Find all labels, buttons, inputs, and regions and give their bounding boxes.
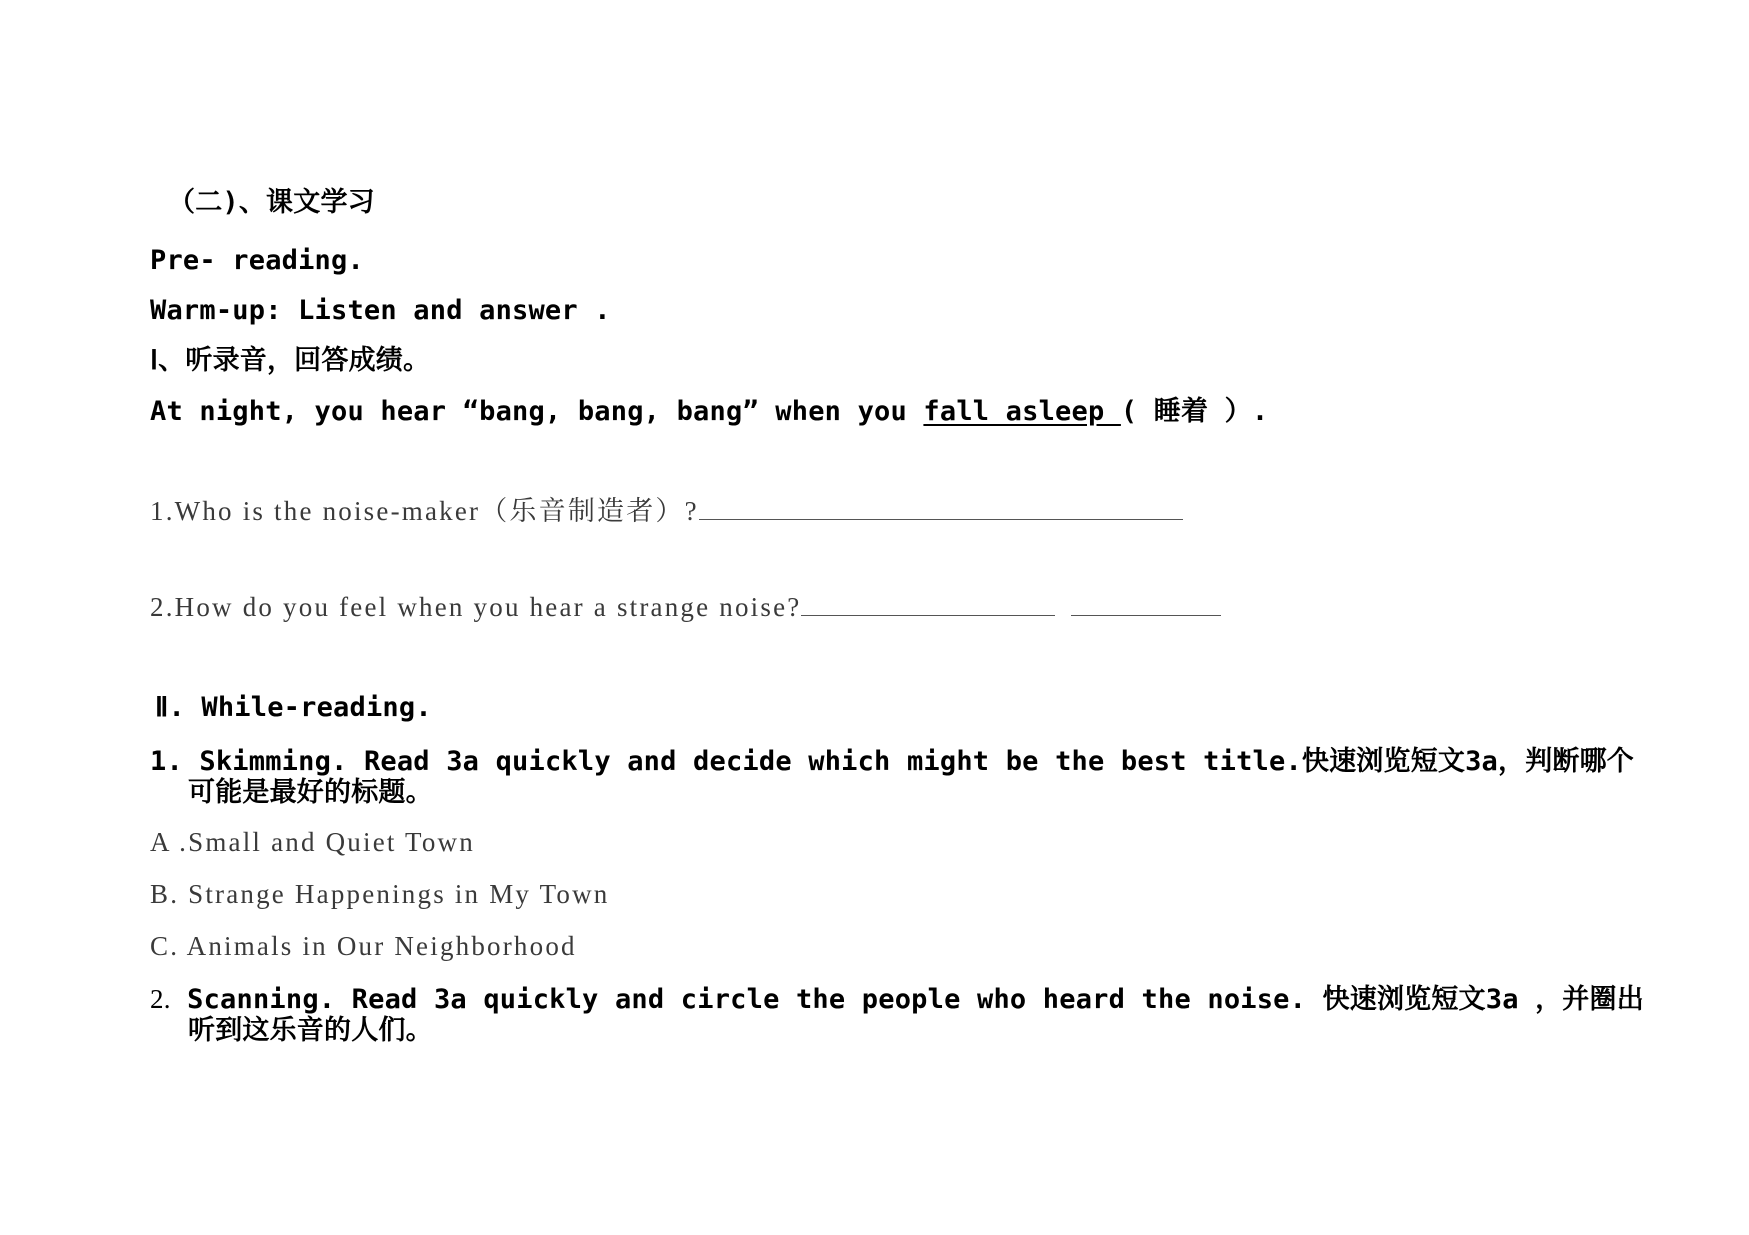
- answer-blank[interactable]: [1071, 593, 1221, 616]
- question-text: Who is the noise-maker（乐音制造者）?: [174, 496, 699, 526]
- part2-heading: Ⅱ. While-reading.: [155, 692, 432, 723]
- question-text: How do you feel when you hear a strange noise?: [174, 592, 802, 622]
- question-number: 1.: [150, 496, 175, 526]
- question-1: [150, 497, 1183, 527]
- pre-reading-label: Pre- reading.: [150, 245, 364, 276]
- answer-blank[interactable]: [699, 497, 1183, 520]
- sentence-after: ( 睡着 ）.: [1120, 396, 1269, 427]
- task-number: 2.: [150, 984, 171, 1014]
- option-c: C. Animals in Our Neighborhood: [150, 931, 577, 961]
- answer-blank[interactable]: [801, 593, 1055, 616]
- task-2: [150, 984, 1658, 1046]
- task-text: Skimming. Read 3a quickly and decide which might be the best title.快速浏览短文3a，判断哪个可能是最好的标题。: [188, 746, 1635, 809]
- task-1: [150, 746, 1658, 808]
- question-number: 2.: [150, 592, 175, 622]
- intro-sentence: [150, 397, 1268, 427]
- option-a: A .Small and Quiet Town: [150, 827, 475, 857]
- sentence-before: At night, you hear “bang, bang, bang” when you: [150, 396, 924, 427]
- question-2: [150, 593, 1221, 623]
- section-heading: （二)、课文学习: [168, 187, 375, 218]
- part1-heading: Ⅰ、听录音，回答成绩。: [150, 345, 431, 376]
- task-text: Scanning. Read 3a quickly and circle the people who heard the noise. 快速浏览短文3a ，并圈出听到这乐音的人们。: [187, 984, 1644, 1047]
- option-b: B. Strange Happenings in My Town: [150, 879, 610, 909]
- sentence-underlined: fall asleep: [923, 396, 1121, 427]
- task-number: 1.: [150, 746, 183, 777]
- warm-up-label: Warm-up: Listen and answer .: [150, 295, 611, 326]
